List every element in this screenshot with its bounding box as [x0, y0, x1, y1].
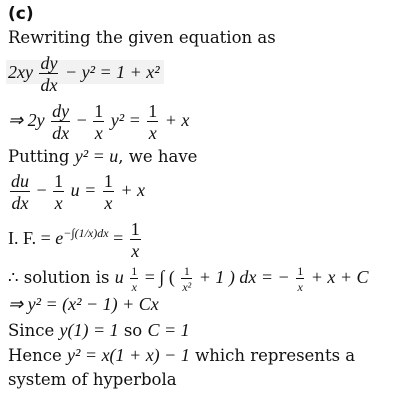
equation-3: $\frac{du}{dx}$ − $\frac{1}{x}$ u = $\frac{1}{x}$ + x — [11, 171, 145, 213]
part-label: (c) — [8, 4, 34, 24]
equation-2: ⇒ 2y $\frac{dy}{dx}$ − $\frac{1}{x}$ y² = $\frac{1}{x}$ + x — [8, 101, 190, 143]
intro-text: Rewriting the given equation as — [8, 28, 276, 47]
equation-4-integrating-factor: I. F. = $e^{-\int(1/x)dx}$ = $\frac{1}{x}$ — [8, 219, 140, 261]
equation-5-solution: ∴ solution is u $\frac{1}{x}$ = ∫ ( $\frac{1}{\text{x²}}$ + 1 ) dx = − $\frac{1}{x}$ + x + C — [8, 264, 369, 294]
final-line: system of hyperbola — [8, 370, 177, 389]
putting-line: Putting y² = u, we have — [8, 146, 198, 166]
equation-1: 2xy $\frac{dy}{dx}$ − y² = 1 + x² — [8, 54, 164, 94]
equation-6: ⇒ y² = (x² − 1) + Cx — [8, 294, 159, 314]
hence-line: Hence y² = x(1 + x) − 1 which represents a — [8, 345, 356, 365]
since-line: Since y(1) = 1 so C = 1 — [8, 320, 190, 340]
